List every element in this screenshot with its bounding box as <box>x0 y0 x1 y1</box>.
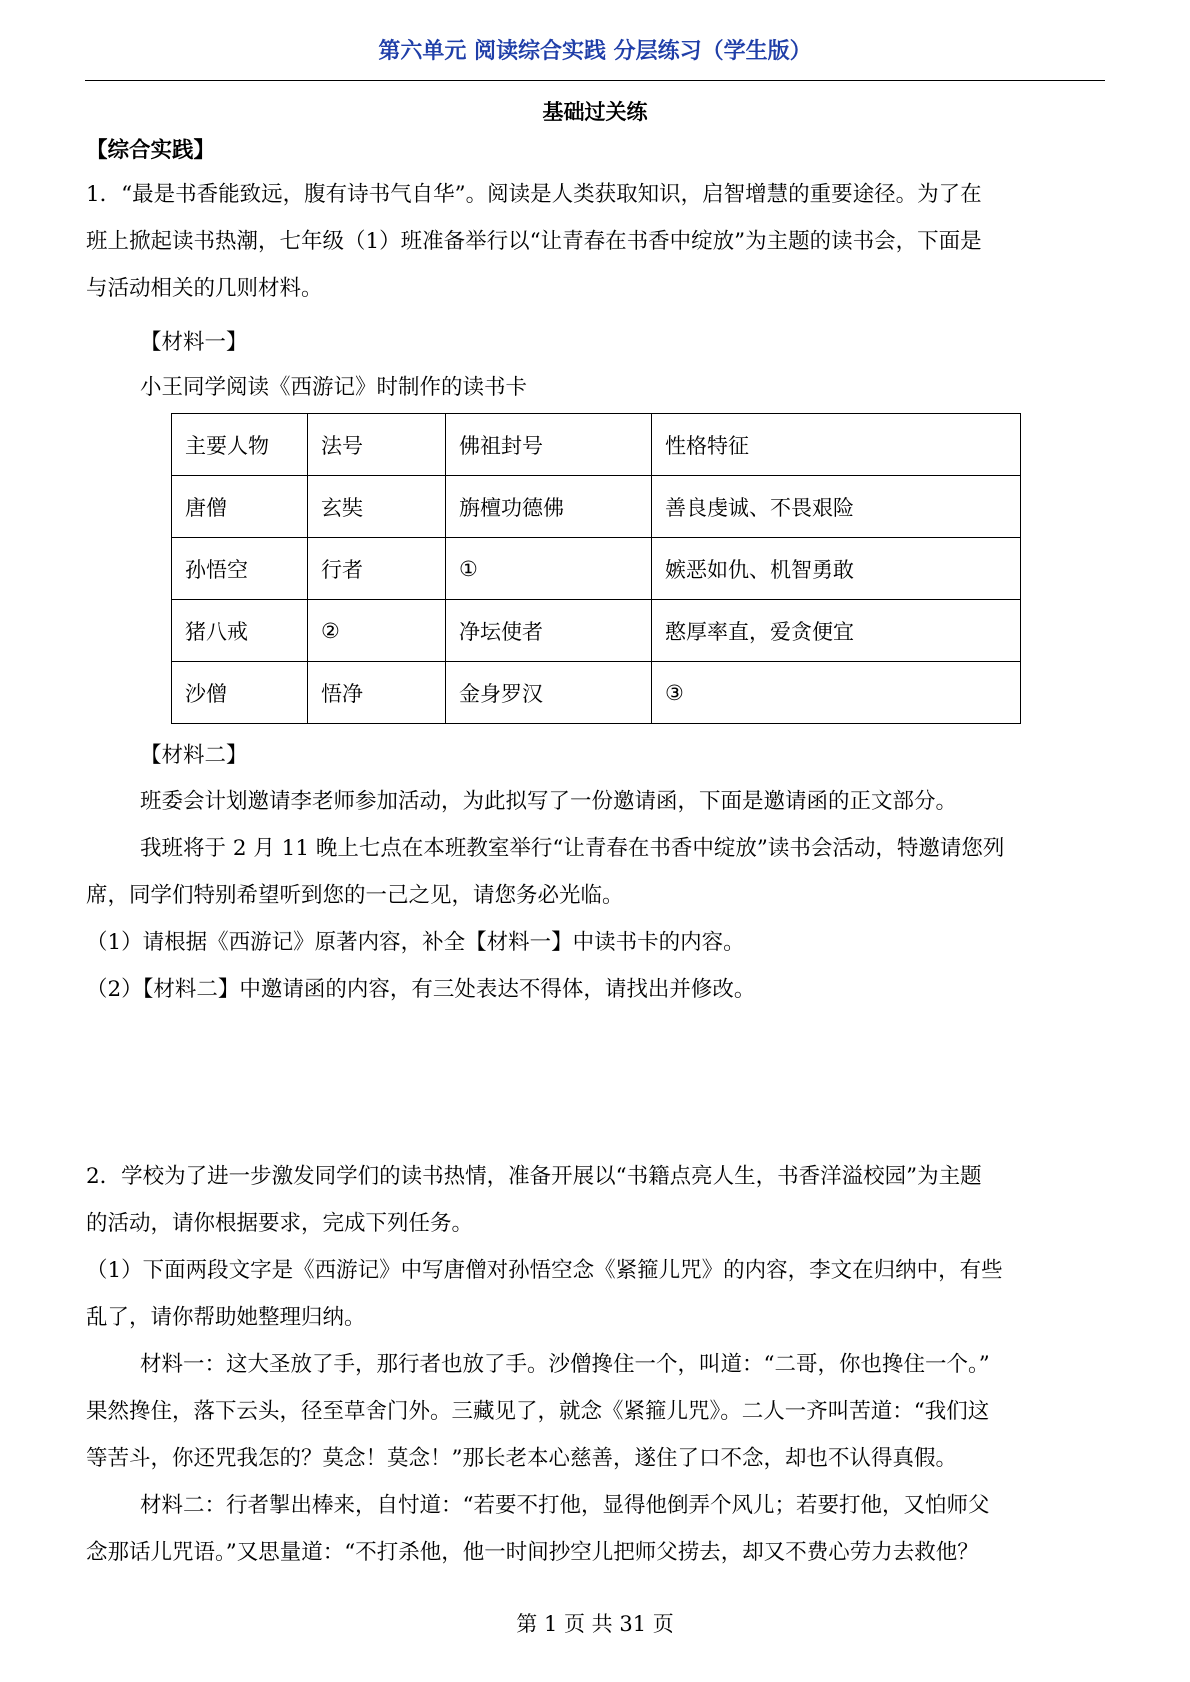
table-cell: 沙僧 <box>172 662 308 724</box>
table-cell: 行者 <box>308 538 446 600</box>
table-cell: ② <box>308 600 446 662</box>
table-header-row <box>172 414 1021 476</box>
q1-subquestion-1: （1）请根据《西游记》原著内容，补全【材料一】中读书卡的内容。 <box>86 930 745 955</box>
q2-material1-line-1: 材料一：这大圣放了手，那行者也放了手。沙僧搀住一个，叫道：“二哥，你也搀住一个。” <box>140 1352 990 1377</box>
table-cell: 唐僧 <box>172 476 308 538</box>
table-row <box>172 600 1021 662</box>
material2-intro: 班委会计划邀请李老师参加活动，为此拟写了一份邀请函，下面是邀请函的正文部分。 <box>140 789 958 814</box>
q2-material1-line-3: 等苦斗，你还咒我怎的？莫念！莫念！”那长老本心慈善，遂住了口不念，却也不认得真假。 <box>86 1446 957 1471</box>
q2-line-1: 2．学校为了进一步激发同学们的读书热情，准备开展以“书籍点亮人生，书香洋溢校园”为主题 <box>86 1164 982 1189</box>
table-cell: 净坛使者 <box>446 600 652 662</box>
page-header-title: 第六单元 阅读综合实践 分层练习（学生版） <box>378 39 812 64</box>
q1-line-3: 与活动相关的几则材料。 <box>86 276 323 301</box>
q2-line-2: 的活动，请你根据要求，完成下列任务。 <box>86 1211 474 1236</box>
q2-subquestion-1-line-1: （1）下面两段文字是《西游记》中写唐僧对孙悟空念《紧箍儿咒》的内容，李文在归纳中，有些 <box>86 1258 1003 1283</box>
table-cell: 玄奘 <box>308 476 446 538</box>
table-cell: 旃檀功德佛 <box>446 476 652 538</box>
page-footer: 第 1 页 共 31 页 <box>516 1612 674 1636</box>
header-divider <box>85 80 1105 81</box>
material2-body-line-2: 席，同学们特别希望听到您的一己之见，请您务必光临。 <box>86 883 624 908</box>
table-cell: 孙悟空 <box>172 538 308 600</box>
material1-label: 【材料一】 <box>140 330 248 355</box>
table-cell: ③ <box>652 662 1021 724</box>
table-row <box>172 662 1021 724</box>
table-cell: ① <box>446 538 652 600</box>
table-row <box>172 476 1021 538</box>
table-header-cell: 法号 <box>308 414 446 476</box>
category-label: 【综合实践】 <box>86 138 216 163</box>
material2-label: 【材料二】 <box>140 743 248 768</box>
table-header-cell: 性格特征 <box>652 414 1021 476</box>
q1-subquestion-2: （2）【材料二】中邀请函的内容，有三处表达不得体，请找出并修改。 <box>86 977 756 1002</box>
table-header-cell: 佛祖封号 <box>446 414 652 476</box>
q1-line-2: 班上掀起读书热潮，七年级（1）班准备举行以“让青春在书香中绽放”为主题的读书会，下面是 <box>86 229 982 254</box>
q2-material2-line-2: 念那话儿咒语。”又思量道：“不打杀他，他一时间抄空儿把师父捞去，却又不费心劳力去救他？ <box>86 1540 979 1565</box>
table-header-cell: 主要人物 <box>172 414 308 476</box>
material2-body-line-1: 我班将于 2 月 11 晚上七点在本班教室举行“让青春在书香中绽放”读书会活动，特邀请您列 <box>140 836 1005 861</box>
q2-subquestion-1-line-2: 乱了，请你帮助她整理归纳。 <box>86 1305 366 1330</box>
table-cell: 善良虔诚、不畏艰险 <box>652 476 1021 538</box>
q2-material2-line-1: 材料二：行者掣出棒来，自忖道：“若要不打他，显得他倒弄个风儿；若要打他，又怕师父 <box>140 1493 990 1518</box>
table-cell: 嫉恶如仇、机智勇敢 <box>652 538 1021 600</box>
section-title: 基础过关练 <box>542 100 648 124</box>
q1-line-1: 1．“最是书香能致远，腹有诗书气自华”。阅读是人类获取知识，启智增慧的重要途径。为了在 <box>86 182 982 207</box>
table-cell: 金身罗汉 <box>446 662 652 724</box>
reading-card-table <box>171 413 1021 724</box>
q2-material1-line-2: 果然搀住，落下云头，径至草舍门外。三藏见了，就念《紧箍儿咒》。二人一齐叫苦道：“我们这 <box>86 1399 990 1424</box>
table-cell: 猪八戒 <box>172 600 308 662</box>
table-cell: 悟净 <box>308 662 446 724</box>
table-cell: 憨厚率直，爱贪便宜 <box>652 600 1021 662</box>
table-row <box>172 538 1021 600</box>
material1-caption: 小王同学阅读《西游记》时制作的读书卡 <box>140 375 528 400</box>
